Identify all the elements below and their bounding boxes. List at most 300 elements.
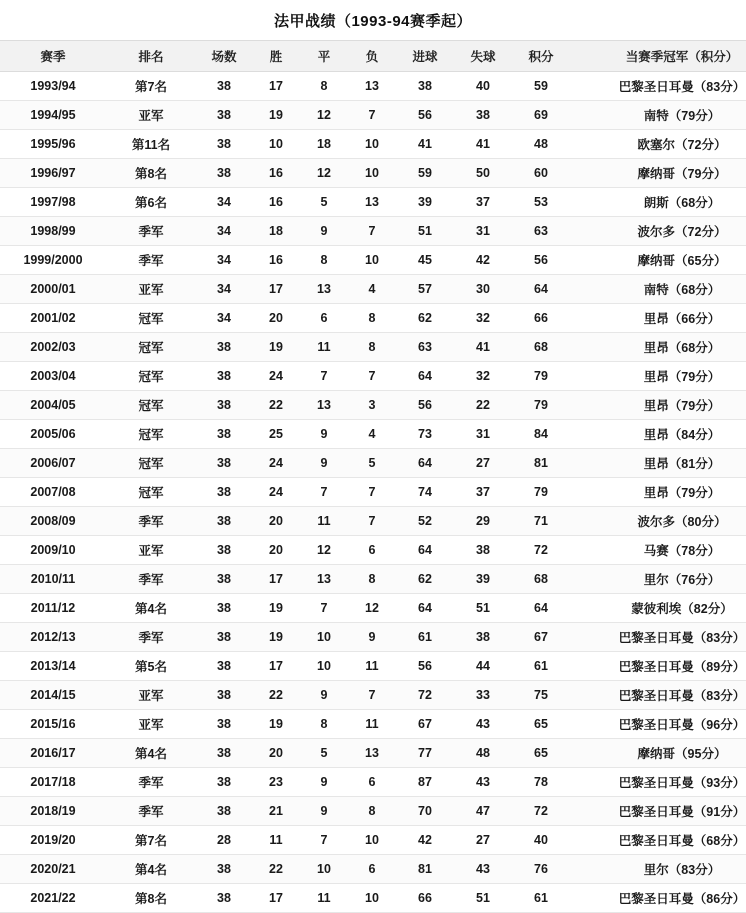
cell-points: 72 xyxy=(512,536,570,565)
cell-goals-against: 31 xyxy=(454,217,512,246)
cell-season-champion: 南特（79分） xyxy=(570,101,746,130)
cell-season-champion: 摩纳哥（79分） xyxy=(570,159,746,188)
cell-season: 2003/04 xyxy=(0,362,106,391)
cell-wins: 10 xyxy=(252,130,300,159)
cell-points: 63 xyxy=(512,217,570,246)
cell-played: 34 xyxy=(196,275,252,304)
cell-wins: 19 xyxy=(252,710,300,739)
cell-losses: 10 xyxy=(348,246,396,275)
table-row xyxy=(0,507,746,536)
cell-points: 71 xyxy=(512,507,570,536)
table-row xyxy=(0,246,746,275)
cell-rank: 亚军 xyxy=(106,710,196,739)
cell-played: 38 xyxy=(196,739,252,768)
cell-wins: 24 xyxy=(252,478,300,507)
cell-goals-for: 77 xyxy=(396,739,454,768)
table-row xyxy=(0,536,746,565)
column-header-rank: 排名 xyxy=(106,41,196,72)
cell-wins: 20 xyxy=(252,507,300,536)
cell-draws: 12 xyxy=(300,101,348,130)
cell-goals-against: 43 xyxy=(454,855,512,884)
cell-season-champion: 里昂（68分） xyxy=(570,333,746,362)
cell-points: 60 xyxy=(512,159,570,188)
cell-goals-for: 62 xyxy=(396,565,454,594)
cell-goals-against: 38 xyxy=(454,623,512,652)
cell-goals-for: 56 xyxy=(396,391,454,420)
cell-points: 40 xyxy=(512,826,570,855)
cell-played: 38 xyxy=(196,623,252,652)
cell-season: 2004/05 xyxy=(0,391,106,420)
cell-losses: 9 xyxy=(348,623,396,652)
cell-wins: 17 xyxy=(252,652,300,681)
cell-season: 1996/97 xyxy=(0,159,106,188)
cell-goals-against: 27 xyxy=(454,826,512,855)
cell-goals-against: 50 xyxy=(454,159,512,188)
cell-rank: 第4名 xyxy=(106,739,196,768)
table-row xyxy=(0,159,746,188)
cell-points: 64 xyxy=(512,275,570,304)
cell-wins: 19 xyxy=(252,333,300,362)
cell-season: 2018/19 xyxy=(0,797,106,826)
cell-losses: 8 xyxy=(348,333,396,362)
cell-rank: 季军 xyxy=(106,797,196,826)
table-row xyxy=(0,449,746,478)
cell-wins: 22 xyxy=(252,681,300,710)
cell-season: 2006/07 xyxy=(0,449,106,478)
cell-season-champion: 巴黎圣日耳曼（93分） xyxy=(570,768,746,797)
cell-draws: 9 xyxy=(300,768,348,797)
cell-season: 2009/10 xyxy=(0,536,106,565)
cell-season-champion: 里昂（66分） xyxy=(570,304,746,333)
cell-points: 64 xyxy=(512,594,570,623)
cell-draws: 7 xyxy=(300,362,348,391)
cell-draws: 6 xyxy=(300,304,348,333)
cell-draws: 10 xyxy=(300,623,348,652)
cell-goals-against: 33 xyxy=(454,681,512,710)
cell-goals-for: 62 xyxy=(396,304,454,333)
table-header-row xyxy=(0,41,746,72)
cell-season: 1994/95 xyxy=(0,101,106,130)
cell-season-champion: 里昂（81分） xyxy=(570,449,746,478)
cell-season-champion: 巴黎圣日耳曼（83分） xyxy=(570,623,746,652)
cell-goals-against: 38 xyxy=(454,536,512,565)
table-row xyxy=(0,420,746,449)
cell-wins: 25 xyxy=(252,420,300,449)
cell-goals-for: 64 xyxy=(396,362,454,391)
cell-rank: 冠军 xyxy=(106,449,196,478)
cell-wins: 19 xyxy=(252,101,300,130)
league-record-table xyxy=(0,40,746,913)
cell-points: 76 xyxy=(512,855,570,884)
cell-played: 34 xyxy=(196,188,252,217)
cell-points: 68 xyxy=(512,333,570,362)
cell-wins: 21 xyxy=(252,797,300,826)
cell-goals-for: 61 xyxy=(396,623,454,652)
cell-goals-for: 41 xyxy=(396,130,454,159)
cell-goals-for: 59 xyxy=(396,159,454,188)
cell-season-champion: 蒙彼利埃（82分） xyxy=(570,594,746,623)
cell-goals-for: 64 xyxy=(396,449,454,478)
cell-season-champion: 里尔（76分） xyxy=(570,565,746,594)
cell-rank: 第7名 xyxy=(106,826,196,855)
cell-goals-against: 44 xyxy=(454,652,512,681)
cell-season-champion: 欧塞尔（72分） xyxy=(570,130,746,159)
cell-goals-against: 22 xyxy=(454,391,512,420)
cell-rank: 第7名 xyxy=(106,72,196,101)
cell-goals-against: 40 xyxy=(454,72,512,101)
cell-season: 2015/16 xyxy=(0,710,106,739)
table-row xyxy=(0,217,746,246)
cell-season: 1995/96 xyxy=(0,130,106,159)
cell-draws: 8 xyxy=(300,710,348,739)
cell-played: 38 xyxy=(196,652,252,681)
cell-season: 2012/13 xyxy=(0,623,106,652)
cell-wins: 17 xyxy=(252,884,300,913)
cell-draws: 7 xyxy=(300,826,348,855)
cell-goals-against: 43 xyxy=(454,768,512,797)
column-header-goals-against: 失球 xyxy=(454,41,512,72)
cell-rank: 季军 xyxy=(106,217,196,246)
cell-goals-against: 30 xyxy=(454,275,512,304)
cell-losses: 7 xyxy=(348,478,396,507)
cell-goals-for: 51 xyxy=(396,217,454,246)
cell-season: 2019/20 xyxy=(0,826,106,855)
cell-points: 66 xyxy=(512,304,570,333)
cell-goals-for: 39 xyxy=(396,188,454,217)
cell-losses: 8 xyxy=(348,304,396,333)
cell-goals-against: 39 xyxy=(454,565,512,594)
cell-points: 53 xyxy=(512,188,570,217)
cell-points: 79 xyxy=(512,478,570,507)
cell-played: 38 xyxy=(196,884,252,913)
cell-season-champion: 巴黎圣日耳曼（83分） xyxy=(570,72,746,101)
cell-draws: 12 xyxy=(300,159,348,188)
cell-played: 38 xyxy=(196,710,252,739)
cell-played: 38 xyxy=(196,478,252,507)
table-row xyxy=(0,130,746,159)
cell-season: 2002/03 xyxy=(0,333,106,362)
cell-rank: 冠军 xyxy=(106,478,196,507)
cell-points: 81 xyxy=(512,449,570,478)
cell-wins: 16 xyxy=(252,246,300,275)
cell-played: 38 xyxy=(196,420,252,449)
cell-season: 2013/14 xyxy=(0,652,106,681)
table-row xyxy=(0,304,746,333)
cell-goals-against: 29 xyxy=(454,507,512,536)
cell-points: 61 xyxy=(512,884,570,913)
table-header xyxy=(0,41,746,72)
cell-losses: 4 xyxy=(348,275,396,304)
cell-played: 38 xyxy=(196,391,252,420)
cell-season-champion: 波尔多（80分） xyxy=(570,507,746,536)
cell-played: 34 xyxy=(196,246,252,275)
cell-losses: 11 xyxy=(348,710,396,739)
cell-goals-for: 74 xyxy=(396,478,454,507)
cell-rank: 第4名 xyxy=(106,855,196,884)
cell-points: 65 xyxy=(512,739,570,768)
cell-goals-for: 64 xyxy=(396,594,454,623)
cell-goals-for: 45 xyxy=(396,246,454,275)
cell-season-champion: 巴黎圣日耳曼（83分） xyxy=(570,681,746,710)
table-body xyxy=(0,72,746,913)
cell-wins: 22 xyxy=(252,391,300,420)
cell-played: 38 xyxy=(196,72,252,101)
cell-draws: 9 xyxy=(300,420,348,449)
cell-draws: 10 xyxy=(300,855,348,884)
cell-points: 67 xyxy=(512,623,570,652)
cell-goals-against: 32 xyxy=(454,304,512,333)
cell-losses: 6 xyxy=(348,536,396,565)
cell-rank: 季军 xyxy=(106,507,196,536)
cell-season-champion: 巴黎圣日耳曼（86分） xyxy=(570,884,746,913)
cell-goals-against: 47 xyxy=(454,797,512,826)
table-row xyxy=(0,594,746,623)
cell-rank: 第5名 xyxy=(106,652,196,681)
cell-losses: 7 xyxy=(348,101,396,130)
cell-goals-for: 67 xyxy=(396,710,454,739)
cell-season-champion: 里尔（83分） xyxy=(570,855,746,884)
cell-wins: 18 xyxy=(252,217,300,246)
cell-draws: 13 xyxy=(300,391,348,420)
cell-rank: 季军 xyxy=(106,768,196,797)
column-header-season: 赛季 xyxy=(0,41,106,72)
cell-losses: 13 xyxy=(348,188,396,217)
cell-losses: 7 xyxy=(348,362,396,391)
cell-losses: 7 xyxy=(348,507,396,536)
cell-goals-for: 81 xyxy=(396,855,454,884)
cell-points: 69 xyxy=(512,101,570,130)
cell-goals-for: 64 xyxy=(396,536,454,565)
cell-goals-against: 32 xyxy=(454,362,512,391)
cell-draws: 9 xyxy=(300,449,348,478)
cell-goals-for: 73 xyxy=(396,420,454,449)
cell-goals-for: 66 xyxy=(396,884,454,913)
cell-played: 38 xyxy=(196,768,252,797)
cell-draws: 11 xyxy=(300,507,348,536)
table-row xyxy=(0,188,746,217)
cell-wins: 17 xyxy=(252,565,300,594)
cell-draws: 9 xyxy=(300,797,348,826)
cell-losses: 6 xyxy=(348,855,396,884)
cell-losses: 5 xyxy=(348,449,396,478)
cell-points: 48 xyxy=(512,130,570,159)
cell-points: 75 xyxy=(512,681,570,710)
cell-played: 38 xyxy=(196,681,252,710)
cell-goals-for: 42 xyxy=(396,826,454,855)
cell-draws: 10 xyxy=(300,652,348,681)
cell-season-champion: 波尔多（72分） xyxy=(570,217,746,246)
cell-wins: 17 xyxy=(252,275,300,304)
cell-losses: 10 xyxy=(348,130,396,159)
cell-season: 2011/12 xyxy=(0,594,106,623)
cell-season: 2020/21 xyxy=(0,855,106,884)
cell-losses: 10 xyxy=(348,884,396,913)
cell-goals-against: 37 xyxy=(454,478,512,507)
column-header-wins: 胜 xyxy=(252,41,300,72)
cell-played: 28 xyxy=(196,826,252,855)
cell-played: 38 xyxy=(196,333,252,362)
cell-season-champion: 里昂（84分） xyxy=(570,420,746,449)
cell-losses: 13 xyxy=(348,72,396,101)
cell-goals-for: 38 xyxy=(396,72,454,101)
cell-losses: 8 xyxy=(348,565,396,594)
cell-losses: 10 xyxy=(348,826,396,855)
cell-losses: 3 xyxy=(348,391,396,420)
cell-draws: 7 xyxy=(300,594,348,623)
cell-season: 2001/02 xyxy=(0,304,106,333)
cell-draws: 11 xyxy=(300,333,348,362)
cell-rank: 冠军 xyxy=(106,362,196,391)
cell-season: 1999/2000 xyxy=(0,246,106,275)
cell-wins: 11 xyxy=(252,826,300,855)
table-row xyxy=(0,72,746,101)
cell-draws: 5 xyxy=(300,739,348,768)
cell-draws: 7 xyxy=(300,478,348,507)
cell-goals-against: 51 xyxy=(454,594,512,623)
cell-losses: 12 xyxy=(348,594,396,623)
cell-played: 38 xyxy=(196,536,252,565)
column-header-points: 积分 xyxy=(512,41,570,72)
cell-season: 2017/18 xyxy=(0,768,106,797)
cell-season-champion: 巴黎圣日耳曼（89分） xyxy=(570,652,746,681)
cell-season-champion: 马赛（78分） xyxy=(570,536,746,565)
page-title: 法甲战绩（1993-94赛季起） xyxy=(273,13,473,30)
cell-season: 2007/08 xyxy=(0,478,106,507)
cell-goals-against: 43 xyxy=(454,710,512,739)
cell-wins: 23 xyxy=(252,768,300,797)
cell-points: 79 xyxy=(512,391,570,420)
cell-rank: 季军 xyxy=(106,565,196,594)
cell-rank: 季军 xyxy=(106,246,196,275)
cell-played: 38 xyxy=(196,507,252,536)
cell-season-champion: 里昂（79分） xyxy=(570,391,746,420)
cell-played: 38 xyxy=(196,362,252,391)
cell-rank: 第4名 xyxy=(106,594,196,623)
cell-season: 2008/09 xyxy=(0,507,106,536)
cell-goals-against: 48 xyxy=(454,739,512,768)
cell-draws: 13 xyxy=(300,565,348,594)
cell-wins: 16 xyxy=(252,159,300,188)
cell-losses: 7 xyxy=(348,217,396,246)
cell-season-champion: 巴黎圣日耳曼（68分） xyxy=(570,826,746,855)
cell-season: 1997/98 xyxy=(0,188,106,217)
table-row xyxy=(0,101,746,130)
cell-wins: 20 xyxy=(252,304,300,333)
column-header-goals-for: 进球 xyxy=(396,41,454,72)
table-row xyxy=(0,768,746,797)
cell-goals-for: 87 xyxy=(396,768,454,797)
cell-goals-for: 63 xyxy=(396,333,454,362)
cell-goals-against: 42 xyxy=(454,246,512,275)
cell-points: 56 xyxy=(512,246,570,275)
cell-season-champion: 巴黎圣日耳曼（91分） xyxy=(570,797,746,826)
cell-played: 38 xyxy=(196,449,252,478)
cell-rank: 亚军 xyxy=(106,536,196,565)
table-row xyxy=(0,333,746,362)
cell-goals-for: 70 xyxy=(396,797,454,826)
table-row xyxy=(0,652,746,681)
table-row xyxy=(0,739,746,768)
cell-played: 38 xyxy=(196,101,252,130)
cell-rank: 第8名 xyxy=(106,159,196,188)
cell-losses: 11 xyxy=(348,652,396,681)
cell-draws: 9 xyxy=(300,217,348,246)
cell-rank: 第11名 xyxy=(106,130,196,159)
cell-wins: 20 xyxy=(252,536,300,565)
cell-wins: 19 xyxy=(252,623,300,652)
cell-wins: 22 xyxy=(252,855,300,884)
cell-rank: 冠军 xyxy=(106,304,196,333)
cell-played: 38 xyxy=(196,130,252,159)
cell-played: 38 xyxy=(196,855,252,884)
column-header-season-champion: 当赛季冠军（积分） xyxy=(570,41,746,72)
cell-points: 59 xyxy=(512,72,570,101)
cell-season: 2000/01 xyxy=(0,275,106,304)
table-row xyxy=(0,275,746,304)
cell-goals-against: 41 xyxy=(454,333,512,362)
cell-goals-against: 41 xyxy=(454,130,512,159)
cell-goals-against: 31 xyxy=(454,420,512,449)
cell-goals-for: 56 xyxy=(396,101,454,130)
cell-rank: 季军 xyxy=(106,623,196,652)
cell-losses: 7 xyxy=(348,681,396,710)
column-header-losses: 负 xyxy=(348,41,396,72)
cell-season-champion: 南特（68分） xyxy=(570,275,746,304)
cell-rank: 冠军 xyxy=(106,420,196,449)
cell-draws: 12 xyxy=(300,536,348,565)
cell-played: 38 xyxy=(196,797,252,826)
cell-points: 79 xyxy=(512,362,570,391)
cell-wins: 24 xyxy=(252,449,300,478)
cell-goals-for: 56 xyxy=(396,652,454,681)
cell-goals-against: 27 xyxy=(454,449,512,478)
cell-wins: 24 xyxy=(252,362,300,391)
cell-wins: 16 xyxy=(252,188,300,217)
cell-season-champion: 摩纳哥（95分） xyxy=(570,739,746,768)
table-row xyxy=(0,710,746,739)
cell-season: 2014/15 xyxy=(0,681,106,710)
table-row xyxy=(0,681,746,710)
column-header-played: 场数 xyxy=(196,41,252,72)
cell-season: 2010/11 xyxy=(0,565,106,594)
cell-rank: 亚军 xyxy=(106,275,196,304)
cell-points: 84 xyxy=(512,420,570,449)
cell-goals-for: 57 xyxy=(396,275,454,304)
cell-rank: 第8名 xyxy=(106,884,196,913)
cell-wins: 17 xyxy=(252,72,300,101)
cell-draws: 13 xyxy=(300,275,348,304)
cell-goals-against: 51 xyxy=(454,884,512,913)
cell-draws: 8 xyxy=(300,246,348,275)
cell-rank: 亚军 xyxy=(106,101,196,130)
cell-goals-against: 38 xyxy=(454,101,512,130)
cell-rank: 第6名 xyxy=(106,188,196,217)
cell-season-champion: 朗斯（68分） xyxy=(570,188,746,217)
cell-rank: 冠军 xyxy=(106,391,196,420)
cell-played: 38 xyxy=(196,594,252,623)
table-row xyxy=(0,623,746,652)
cell-season: 1998/99 xyxy=(0,217,106,246)
table-row xyxy=(0,478,746,507)
cell-season-champion: 摩纳哥（65分） xyxy=(570,246,746,275)
cell-season: 2005/06 xyxy=(0,420,106,449)
table-row xyxy=(0,391,746,420)
cell-points: 72 xyxy=(512,797,570,826)
cell-rank: 冠军 xyxy=(106,333,196,362)
cell-points: 78 xyxy=(512,768,570,797)
cell-losses: 10 xyxy=(348,159,396,188)
cell-draws: 18 xyxy=(300,130,348,159)
